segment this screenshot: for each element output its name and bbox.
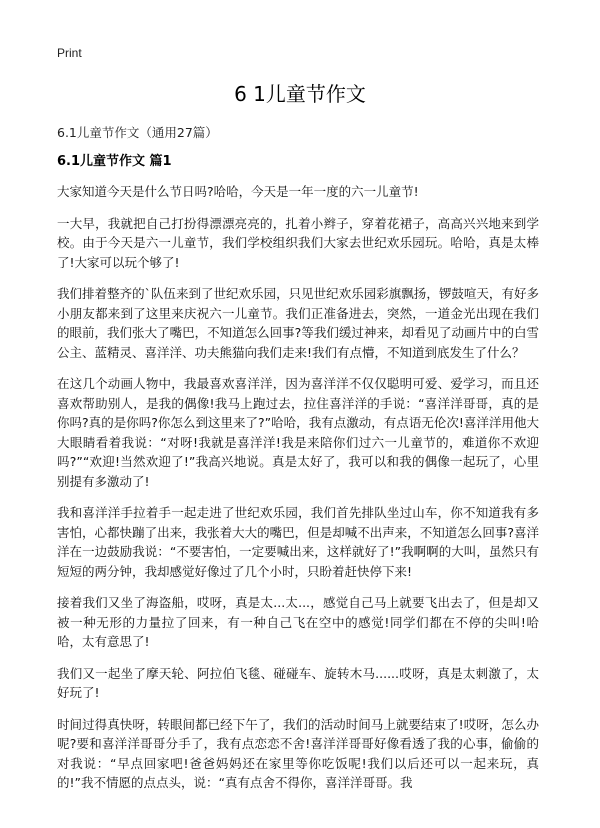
paragraph: 我们排着整齐的`队伍来到了世纪欢乐园，只见世纪欢乐园彩旗飘扬，锣鼓喧天，有好多小朋友都来到了这里来庆祝六一儿童节。我们正准备进去，突然，一道金光出现在我们的眼前，我们张大了嘴巴，不知道怎么回事?等我们缓过神来，却看见了动画片中的白雪公主、蓝精灵、喜洋洋、功夫熊猫向我们走来!我们有点懵，不知道到底发生了什么？	[57, 286, 539, 360]
paragraph: 在这几个动画人物中，我最喜欢喜洋洋，因为喜洋洋不仅仅聪明可爱、爱学习，而且还喜欢帮助别人，是我的偶像!我马上跑过去，拉住喜洋洋的手说：“喜洋洋哥哥，真的是你吗?真的是你吗?你怎么到这里来了?”哈哈，我有点激动，有点语无伦次!喜洋洋用他大大眼睛看着我说：“对呀!我就是喜洋洋!我是来陪你们过六一儿童节的，难道你不欢迎吗?”“欢迎!当然欢迎了!”我高兴地说。真是太好了，我可以和我的偶像一起玩了，心里别提有多激动了!	[57, 376, 539, 489]
paragraph: 我们又一起坐了摩天轮、阿拉伯飞毯、碰碰车、旋转木马......哎呀，真是太刺激了，太好玩了!	[57, 665, 539, 700]
section-heading: 6.1儿童节作文 篇1	[57, 154, 172, 169]
document-title: 6 1儿童节作文	[234, 82, 366, 106]
document-subtitle: 6.1儿童节作文（通用27篇）	[57, 125, 218, 140]
article-body	[57, 182, 539, 805]
paragraph: 我和喜洋洋手拉着手一起走进了世纪欢乐园，我们首先排队坐过山车，你不知道我有多害怕，心都快蹦了出来，我张着大大的嘴巴，但是却喊不出声来，不知道怎么回事?喜洋洋在一边鼓励我说：“不要害怕，一定要喊出来，这样就好了!”我啊啊的大叫，虽然只有短短的两分钟，我却感觉好像过了几个小时，只盼着赶快停下来!	[57, 505, 539, 579]
paragraph: 大家知道今天是什么节日吗?哈哈，今天是一年一度的六一儿童节!	[57, 184, 419, 199]
paragraph: 一大早，我就把自己打扮得漂漂亮亮的，扎着小辫子，穿着花裙子，高高兴兴地来到学校。由于今天是六一儿童节，我们学校组织我们大家去世纪欢乐园玩。哈哈，真是太棒了!大家可以玩个够了!	[57, 215, 539, 270]
paragraph: 时间过得真快呀，转眼间都已经下午了，我们的活动时间马上就要结束了!哎呀，怎么办呢?要和喜洋洋哥哥分手了，我有点恋恋不舍!喜洋洋哥哥好像看透了我的心事，偷偷的对我说：“早点回家吧!爸爸妈妈还在家里等你吃饭呢!我们以后还可以一起来玩，真的!”我不情愿的点点头，说：“真有点舍不得你，喜洋洋哥哥。我	[57, 716, 539, 790]
paragraph: 接着我们又坐了海盗船，哎呀，真是太...太...，感觉自己马上就要飞出去了，但是却又被一种无形的力量拉了回来，有一种自己飞在空中的感觉!同学们都在不停的尖叫!哈哈，太有意思了!	[57, 595, 539, 649]
print-link[interactable]: Print	[57, 46, 82, 60]
